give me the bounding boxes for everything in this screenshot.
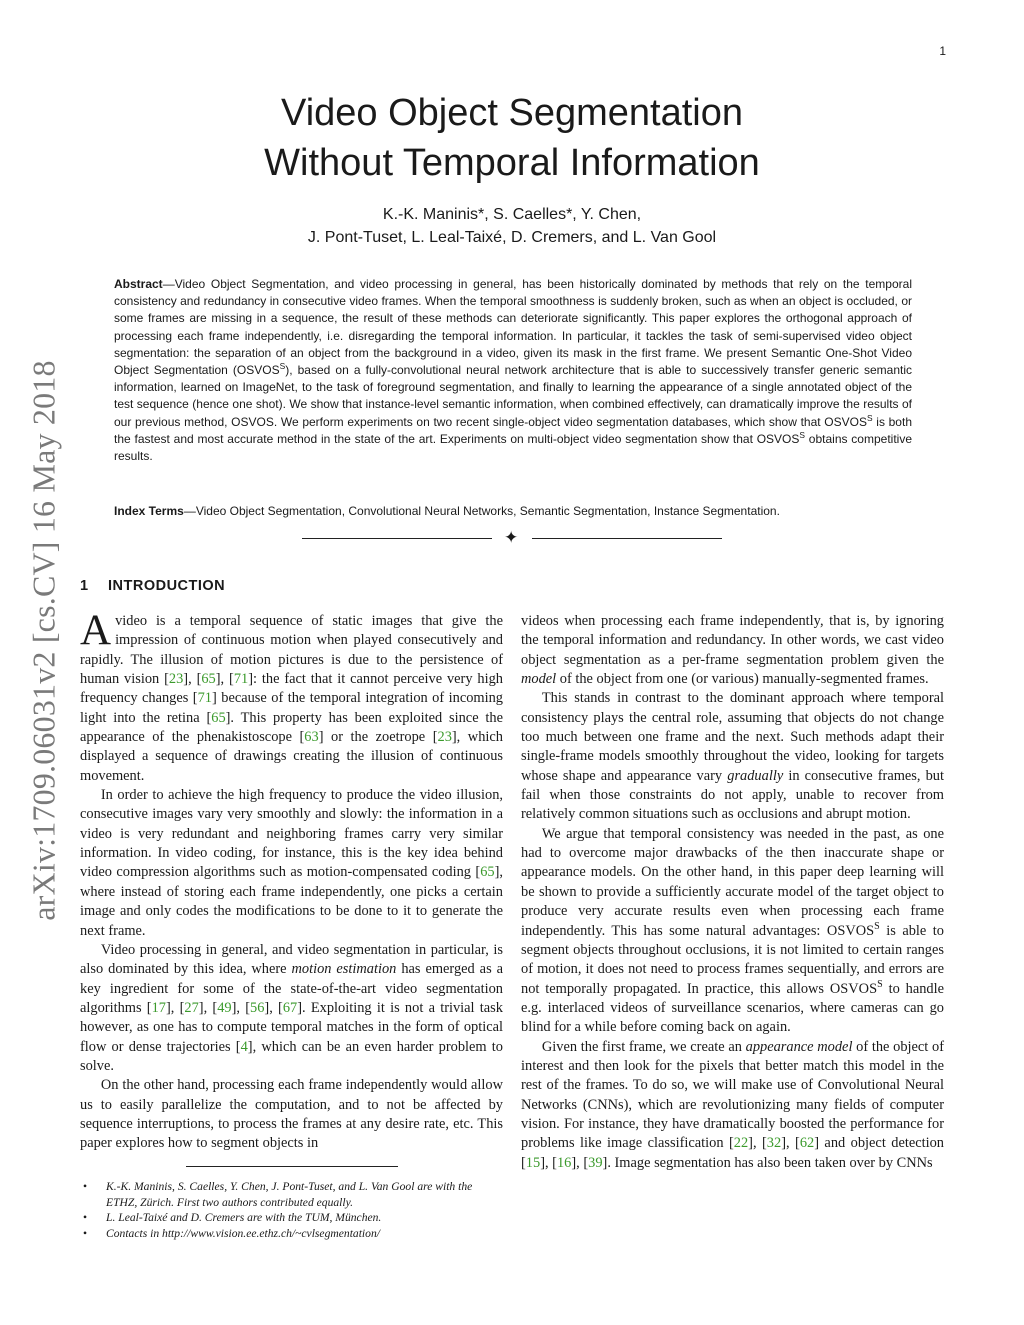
superscript: S <box>874 920 880 932</box>
intro-paragraph <box>521 689 944 824</box>
paragraph-text: ]. This property has been exploited since the appearance of the phenakistoscope [ <box>80 709 503 746</box>
paragraph-text: ], [ <box>183 671 202 688</box>
section-number: 1 <box>80 578 89 594</box>
citation-link[interactable]: 22 <box>733 1135 749 1152</box>
divider-ornament: ✦ <box>504 528 519 547</box>
citation-link[interactable]: 4 <box>240 1038 248 1055</box>
footnote-item: • L. Leal-Taixé and D. Cremers are with the TUM, München. <box>80 1210 503 1226</box>
paragraph-text: This stands in contrast to the dominant approach where temporal consistency plays the central role, assuming that objects do not change too much between one frame and the next. Such methods adapt their single-frame models smoothly throughout the video, looking for targets whose shape and appearance vary <box>521 690 944 784</box>
abstract-text: obtains competitive results. <box>114 431 912 464</box>
paragraph-text: ]. Exploiting it is not a trivial task however, as one has to compute temporal matches in the form of optical flow or dense trajectories [ <box>80 999 503 1055</box>
paragraph-text: ], [ <box>748 1135 767 1152</box>
footnote-item: • Contacts in http://www.vision.ee.ethz.ch/~cvlsegmentation/ <box>80 1226 503 1242</box>
citation-link[interactable]: 71 <box>197 690 212 707</box>
abstract-dash: — <box>162 277 175 291</box>
divider-line-right <box>532 538 722 539</box>
paragraph-text: ], [ <box>215 671 234 688</box>
abstract-text: ), based on a fully-convolutional neural network architecture that is able to successively transfer generic semantic information, learned on ImageNet, to the task of foreground segmentation, and finally to learning the appearance of a single annotated object of the test sequence (hence one shot). We show that instance-level semantic information, when combined effectively, can dramatically improve the results of our previous method, OSVOS. We perform experiments on two recent single-object video segmentation databases, which show that OSVOS <box>114 363 912 429</box>
divider-line-left <box>302 538 492 539</box>
footnote-rule <box>186 1166 398 1167</box>
citation-link[interactable]: 15 <box>525 1154 541 1171</box>
citation-link[interactable]: 23 <box>437 729 452 746</box>
emphasis: motion estimation <box>291 961 397 978</box>
citation-link[interactable]: 23 <box>168 671 184 688</box>
abstract-text: Video Object Segmentation, and video processing in general, has been historically dominated by methods that rely on the temporal consistency and redundancy in consecutive video frames. When the temporal smoothness is suddenly broken, such as when an object is occluded, or some frames are missing in a sequence, the result of these methods can deteriorate significantly. This paper explores the orthogonal approach of processing each frame independently, i.e. disregarding the temporal information. In particular, it tackles the task of semi-supervised video object segmentation: the separation of an object from the background in a video, given its mask in the first frame. We present Semantic One-Shot Video Object Segmentation (OSVOS <box>114 277 912 378</box>
paragraph-text: videos when processing each frame independently, that is, by ignoring the temporal information and redundancy. In other words, we cast video object segmentation as a per-frame segmentation problem given the <box>521 613 944 668</box>
title-line-2: Without Temporal Information <box>264 142 760 184</box>
paragraph-text: ], [ <box>231 999 251 1016</box>
intro-paragraph <box>80 607 503 786</box>
paragraph-text: ], [ <box>165 999 185 1016</box>
footnotes <box>80 1179 503 1241</box>
paragraph-text: in consecutive frames, but fail when those constraints do not apply, unable to recover from relatively common situations such as occlusions and abrupt motion. <box>521 767 945 823</box>
citation-link[interactable]: 49 <box>217 999 232 1016</box>
citation-link[interactable]: 39 <box>588 1154 603 1171</box>
intro-paragraph <box>521 612 944 689</box>
index-terms <box>114 503 912 520</box>
citation-link[interactable]: 65 <box>201 671 216 688</box>
superscript: S <box>866 412 873 423</box>
intro-paragraph <box>80 786 503 941</box>
citation-link[interactable]: 56 <box>250 999 265 1016</box>
paragraph-text: ]. Image segmentation has also been taken over by CNNs <box>602 1154 933 1171</box>
section-title: INTRODUCTION <box>108 578 226 594</box>
citation-link[interactable]: 27 <box>184 999 199 1016</box>
index-terms-text: Video Object Segmentation, Convolutional Neural Networks, Semantic Segmentation, Instance Segmentation. <box>195 504 780 518</box>
title-line-1: Video Object Segmentation <box>281 92 743 134</box>
paragraph-text: ], [ <box>198 999 218 1016</box>
paragraph-text: ], [ <box>781 1135 800 1152</box>
paragraph-text: has emerged as a key ingredient for some of the state-of-the-art video segmentation algorithms [ <box>80 961 504 1016</box>
emphasis: model <box>521 671 557 688</box>
paragraph-text: ]: the fact that it cannot perceive very high frequency changes [ <box>80 671 503 707</box>
intro-paragraph <box>521 1038 944 1173</box>
paragraph-text: of the object of interest and then look for the pixels that better match this model in the rest of the frames. To do so, we will make use of Convolutional Neural Networks (CNNs), which are revolutionizing many fields of computer vision. For instance, they have dramatically boosted the performance for problems like image classification [ <box>521 1038 944 1152</box>
paragraph-text: ] because of the temporal integration of incoming light into the retina [ <box>80 690 503 726</box>
paragraph-text: is able to segment objects throughout occlusions, it is not limited to certain ranges of motion, it does not need to process frames sequentially, and errors are not temporally propagated. In practice, this allows OSVOS <box>521 922 944 997</box>
citation-link[interactable]: 67 <box>282 999 298 1016</box>
paragraph-text: We argue that temporal consistency was needed in the past, as one had to overcome major drawbacks of the then inaccurate shape or appearance models. On the other hand, in this paper deep learning will be shown to provide a sufficiently accurate model of the target object to produce very accurate results even when processing each frame independently. This has some natural advantages: OSVOS <box>521 825 944 939</box>
emphasis: appearance model <box>745 1038 853 1055</box>
paragraph-text: ], [ <box>264 999 283 1016</box>
citation-link[interactable]: 63 <box>304 729 319 746</box>
paragraph-text: In order to achieve the high frequency to produce the video illusion, consecutive images vary very smoothly and slowly: the information in a video is very redundant and neighboring frames carry very similar information. In video coding, for instance, this is the key idea behind video compression algorithms such as motion-compensated coding [ <box>80 787 503 881</box>
index-terms-label: Index Terms <box>114 504 184 518</box>
paragraph-text: of the object from one (or various) manually-segmented frames. <box>556 671 929 688</box>
arxiv-identifier <box>18 340 70 940</box>
footnote-item: • K.-K. Maninis, S. Caelles, Y. Chen, J. Pont-Tuset, and L. Van Gool are with the ETHZ, Zürich. First two authors contributed equally. <box>80 1179 503 1210</box>
intro-paragraph <box>80 941 503 1076</box>
paragraph-text: Given the first frame, we create an <box>541 1038 746 1055</box>
index-terms-dash: — <box>183 504 196 518</box>
citation-link[interactable]: 65 <box>480 864 495 881</box>
paragraph-text: ], which can be an even harder problem to solve. <box>80 1038 503 1074</box>
paragraph-text: ], [ <box>571 1154 589 1171</box>
authors-line-1: K.-K. Maninis*, S. Caelles*, Y. Chen, <box>382 206 642 223</box>
paragraph-text: video is a temporal sequence of static images that give the impression of continuous motion when played consecutively and rapidly. The illusion of motion pictures is due to the persistence of human vision [ <box>80 613 503 688</box>
citation-link[interactable]: 71 <box>233 671 249 688</box>
arxiv-identifier-text: arXiv:1709.06031v2 [cs.CV] 16 May 2018 <box>25 359 62 921</box>
paragraph-text: Video processing in general, and video segmentation in particular, is also dominated by this idea, where <box>80 941 503 978</box>
superscript: S <box>799 429 805 440</box>
paragraph-text: to handle e.g. interlaced videos of surveillance scenarios, where cameras can go blind for a while before coming back on again. <box>521 980 944 1036</box>
drop-cap: A <box>80 607 112 654</box>
paragraph-text: ], where instead of storing each frame independently, one picks a certain image and only codes the modifications to be done to it to generate the next frame. <box>80 864 503 939</box>
abstract-label: Abstract <box>114 277 163 291</box>
paragraph-text: ] and object detection [ <box>521 1135 944 1171</box>
author-list <box>0 203 1024 249</box>
authors-line-2: J. Pont-Tuset, L. Leal-Taixé, D. Cremers, and L. Van Gool <box>307 229 717 246</box>
superscript: S <box>279 361 286 372</box>
intro-paragraph <box>521 825 944 1038</box>
abstract <box>114 276 912 465</box>
emphasis: gradually <box>727 767 784 784</box>
paragraph-text: On the other hand, processing each frame independently would allow us to easily parallelize the computation, and to not be affected by sequence interruptions, to process the frames at any desire rate, etc. This paper explores how to segment objects in <box>80 1077 503 1152</box>
page-number: 1 <box>939 44 946 58</box>
paragraph-text: ], [ <box>540 1154 557 1171</box>
superscript: S <box>877 978 883 990</box>
citation-link[interactable]: 62 <box>799 1135 815 1152</box>
paper-title <box>0 88 1024 188</box>
right-column <box>521 612 944 1173</box>
paragraph-text: ], which displayed a sequence of drawings creating the illusion of continuous movement. <box>80 729 503 784</box>
citation-link[interactable]: 17 <box>151 999 166 1016</box>
paragraph-text: ] or the zoetrope [ <box>318 729 438 746</box>
abstract-text: is both the fastest and most accurate method in the state of the art. Experiments on multi-object video segmentation show that OSVOS <box>114 414 912 446</box>
citation-link[interactable]: 32 <box>766 1135 782 1152</box>
left-column <box>80 607 504 1154</box>
citation-link[interactable]: 65 <box>211 709 226 726</box>
citation-link[interactable]: 16 <box>556 1154 572 1171</box>
section-heading <box>80 578 225 594</box>
intro-paragraph <box>80 1076 503 1153</box>
